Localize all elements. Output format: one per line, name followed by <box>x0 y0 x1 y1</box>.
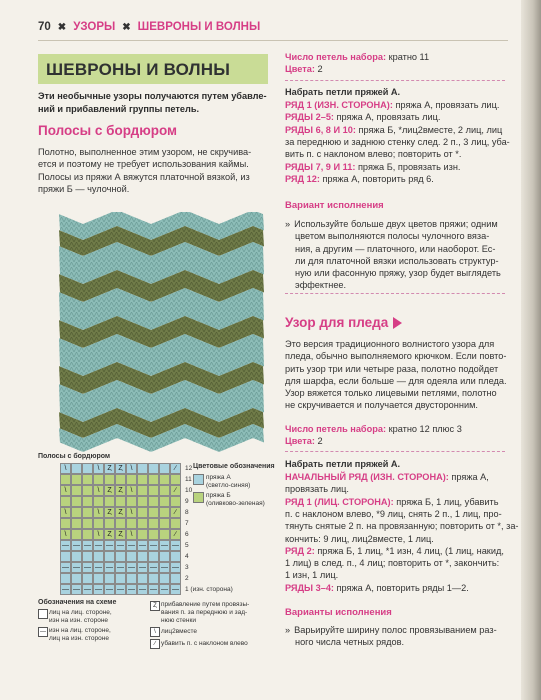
chart-cell: ∕ <box>170 507 181 518</box>
chart-cell <box>71 496 82 507</box>
chart-cell: — <box>150 586 157 593</box>
section1-text <box>38 146 270 195</box>
chart-cell <box>170 518 181 529</box>
chart-cell: — <box>172 564 179 571</box>
chart-cell: — <box>150 542 157 549</box>
chart-cell <box>104 573 115 584</box>
chart-cell: Ȥ <box>104 485 115 496</box>
main-title: ШЕВРОНЫ И ВОЛНЫ <box>46 60 231 79</box>
chart-cell <box>82 463 93 474</box>
chart-cell <box>82 573 93 584</box>
text-line: для шарфа, если больше — для одеяла или пледа. <box>285 375 507 386</box>
row-text: 1 изн, 1 лиц. <box>285 570 339 581</box>
chart-cell: \ <box>60 463 71 474</box>
chart-cell <box>159 463 170 474</box>
key-line: лиц на лиц. стороне, <box>49 609 112 616</box>
chart-cell <box>137 474 148 485</box>
key-item <box>161 628 197 636</box>
chart-cell: \ <box>93 507 104 518</box>
chart-cell <box>93 551 104 562</box>
row-text: за переднюю и заднюю стенку след. 2 п., 3 лиц, уба- <box>285 136 510 147</box>
legend-label: (светло-синяя) <box>206 482 251 489</box>
chart-row-number: 12 <box>185 465 193 472</box>
key-line: прибавление путем провязы- <box>161 601 250 608</box>
chart-cell <box>148 463 159 474</box>
pattern1-colors <box>285 63 323 75</box>
row-label: РЯДЫ 2–5: <box>285 112 334 123</box>
main-title-block <box>38 54 268 84</box>
intro-line: ний и прибавлений группы петель. <box>38 103 200 114</box>
cast-on-value: кратно 11 <box>386 52 430 62</box>
chart-cell: Ȥ <box>115 463 126 474</box>
legend-item-yarn-b <box>206 492 265 508</box>
chart-cell <box>148 518 159 529</box>
chart-cell: — <box>117 542 124 549</box>
chart-cell: — <box>95 542 102 549</box>
chart-cell: — <box>62 586 69 593</box>
pattern1-set-yarn: Набрать петли пряжей А. <box>285 87 401 97</box>
cast-on-value: кратно 12 плюс 3 <box>386 424 462 434</box>
pattern-row-line <box>285 582 469 594</box>
chart-cell <box>126 518 137 529</box>
chart-cell <box>82 551 93 562</box>
knitted-swatch-photo <box>59 212 264 452</box>
pattern-row-line <box>285 173 434 185</box>
page-number: 70 <box>38 21 51 33</box>
chart-cell <box>71 474 82 485</box>
variant-line: цветом выполняются полосы чулочного вяза- <box>295 231 490 242</box>
chart-cell: — <box>84 564 91 571</box>
chart-caption: Полосы с бордюром <box>38 453 111 460</box>
chart-cell <box>170 496 181 507</box>
intro-text <box>38 90 270 115</box>
key-item <box>161 640 248 648</box>
chart-cell <box>82 529 93 540</box>
chart-cell: ∕ <box>170 529 181 540</box>
chart-cell <box>159 507 170 518</box>
chart-cell: Ȥ <box>104 507 115 518</box>
chart-cell: \ <box>60 529 71 540</box>
chart-cell: \ <box>60 507 71 518</box>
intro-line: Эти необычные узоры получаются путем убавле- <box>38 91 267 101</box>
chart-cell: — <box>172 586 179 593</box>
chart-cell <box>170 551 181 562</box>
colors-value: 2 <box>314 436 323 446</box>
key-item <box>49 627 111 643</box>
chart-cell <box>137 463 148 474</box>
chart-cell: \ <box>126 529 137 540</box>
pattern-row-line <box>285 99 499 111</box>
chart-cell: — <box>128 586 135 593</box>
chart-cell <box>82 485 93 496</box>
chart-cell: — <box>161 542 168 549</box>
chart-cell: ∕ <box>170 463 181 474</box>
chart-cell <box>137 551 148 562</box>
chart-cell <box>93 496 104 507</box>
chart-cell <box>137 496 148 507</box>
chart-cell: Ȥ <box>115 485 126 496</box>
pattern1-cast-on <box>285 51 429 63</box>
text-line: пледа, обычно выполняемого крючком. Если повто- <box>285 351 507 362</box>
chart-cell <box>126 496 137 507</box>
pattern2-cast-on <box>285 423 462 435</box>
row-text: пряжа Б, *лиц2вместе, 2 лиц, лиц <box>355 124 503 135</box>
chart-cell: \ <box>126 485 137 496</box>
chart-cell: — <box>95 586 102 593</box>
chart-cell <box>137 573 148 584</box>
chart-cell <box>126 474 137 485</box>
chart-cell <box>71 463 82 474</box>
chart-row-number: 6 <box>185 531 189 538</box>
chart-row-number: 1 (изн. сторона) <box>185 586 233 593</box>
chart-cell <box>93 474 104 485</box>
chart-cell: — <box>139 586 146 593</box>
purl-symbol-icon: — <box>40 629 46 635</box>
text-line: пряжи Б — чулочной. <box>38 183 130 194</box>
pattern-row-line <box>285 569 338 581</box>
pattern-row-line <box>285 161 460 173</box>
chart-cell <box>71 573 82 584</box>
chart-cell <box>71 551 82 562</box>
increase-symbol-icon: Ȥ <box>150 601 160 611</box>
chart-cell: — <box>161 564 168 571</box>
variants-line: » Варьируйте ширину полос провязыванием раз- <box>285 625 497 635</box>
chart-cell: — <box>95 564 102 571</box>
text-line: Полотно, выполненное этим узором, не скручива- <box>38 147 252 157</box>
row-text: 1 лиц) в след. п., 4 лиц; повторить от *, закончить: <box>285 558 500 569</box>
legend-label: пряжа А <box>206 474 231 481</box>
pattern-row-line <box>285 545 504 557</box>
legend-title: Цветовые обозначения <box>193 463 275 470</box>
row-text: пряжа А, <box>448 472 489 482</box>
row-text: тянуть снятые 2 п. на провязанную; повторить от *, за- <box>285 521 519 532</box>
legend-swatch-yarn-a <box>193 474 204 485</box>
chart-cell: — <box>139 564 146 571</box>
pattern2-colors <box>285 435 323 447</box>
pattern-row-line <box>285 520 519 532</box>
chart-row-number: 2 <box>185 575 189 582</box>
row-label: РЯД 12: <box>285 173 320 184</box>
row-text: п. с наклоном влево, *9 лиц, снять 2 п., 1 лиц, про- <box>285 508 502 519</box>
chart-row-number: 8 <box>185 509 189 516</box>
chart-cell: Ȥ <box>115 507 126 518</box>
key-line: изн на лиц. стороне, <box>49 627 111 634</box>
chart-cell: — <box>84 542 91 549</box>
row-text: пряжа А, провязать лиц. <box>333 112 441 123</box>
text-line: рить узор три или четыре раза, полотно подойдет <box>285 363 499 374</box>
text-line: Узор вяжется только лицевыми петлями, полотно <box>285 388 497 399</box>
chart-cell <box>60 518 71 529</box>
chart-cell: — <box>117 564 124 571</box>
header-rule <box>38 40 508 41</box>
chart-cell: — <box>73 586 80 593</box>
knit-symbol-icon <box>38 609 48 619</box>
chart-cell <box>60 496 71 507</box>
chart-cell <box>82 507 93 518</box>
chart-cell: — <box>139 542 146 549</box>
row-label: РЯД 2: <box>285 545 315 556</box>
chart-cell: — <box>128 564 135 571</box>
row-label: РЯДЫ 3–4: <box>285 582 334 593</box>
pattern-row-line <box>285 148 461 160</box>
pattern-row-line <box>285 533 434 545</box>
colors-value: 2 <box>314 64 323 74</box>
chart-cell: Ȥ <box>104 529 115 540</box>
section1-title: Полосы с бордюром <box>38 123 178 138</box>
text-line: Полосы из пряжи А вяжутся платочной вязкой, из <box>38 171 250 182</box>
chart-cell <box>126 573 137 584</box>
chart-cell <box>60 474 71 485</box>
chart-row-number: 3 <box>185 564 189 571</box>
chart-cell: — <box>62 564 69 571</box>
chart-cell: Ȥ <box>115 529 126 540</box>
chart-cell <box>104 496 115 507</box>
chart-cell: \ <box>93 529 104 540</box>
chart-cell <box>137 529 148 540</box>
cast-on-label: Число петель набора: <box>285 52 387 62</box>
chart-cell: — <box>117 586 124 593</box>
legend-label: (оливково-зеленая) <box>206 500 265 507</box>
chart-cell <box>60 551 71 562</box>
pattern-row-line <box>285 557 499 569</box>
row-text: пряжа Б, 1 лиц, *1 изн, 4 лиц, (1 лиц, накид, <box>314 545 504 556</box>
chart-cell <box>126 551 137 562</box>
row-text: кончить: 9 лиц, лиц2вместе, 1 лиц. <box>285 533 434 544</box>
key-title: Обозначения на схеме <box>38 599 117 606</box>
book-spine-shadow <box>521 0 541 700</box>
swatch-image <box>59 212 264 452</box>
chart-cell <box>104 474 115 485</box>
chart-cell <box>115 573 126 584</box>
chart-cell <box>115 551 126 562</box>
pattern-row-line <box>285 496 499 508</box>
variant-title: Вариант исполнения <box>285 200 384 211</box>
chart-cell: \ <box>126 463 137 474</box>
chart-cell <box>115 496 126 507</box>
play-arrow-icon <box>393 317 402 329</box>
header-section: УЗОРЫ <box>73 21 116 33</box>
chart-cell <box>71 507 82 518</box>
variant-line: ную или фасонную пряжу, узор будет выглядеть <box>295 268 501 279</box>
text-line: ется и поэтому не требует использования каймы. <box>38 159 249 170</box>
chart-cell: — <box>84 586 91 593</box>
key-line: изн на изн. стороне <box>49 617 109 624</box>
pattern-row-line <box>285 483 349 495</box>
chart-cell <box>82 518 93 529</box>
chart-cell <box>159 529 170 540</box>
chart-cell <box>82 496 93 507</box>
chart-cell: \ <box>60 485 71 496</box>
chart-cell <box>148 551 159 562</box>
chart-cell: — <box>150 564 157 571</box>
chart-cell <box>93 518 104 529</box>
section2-title-text: Узор для пледа <box>285 315 389 330</box>
pattern2-set-yarn: Набрать петли пряжей А. <box>285 459 401 469</box>
section2-title <box>285 315 402 330</box>
chart-row-number: 10 <box>185 487 193 494</box>
key-line: убавить п. с наклоном влево <box>161 640 248 647</box>
key-line: вания п. за переднюю и зад- <box>161 609 248 616</box>
row-label: РЯДЫ 7, 9 И 11: <box>285 161 356 172</box>
pattern-row-line <box>285 136 510 148</box>
chart-cell <box>137 507 148 518</box>
pattern-row-line <box>285 471 489 483</box>
colors-label: Цвета: <box>285 436 315 446</box>
chart-cell <box>170 573 181 584</box>
chart-cell <box>104 551 115 562</box>
chart-cell <box>137 518 148 529</box>
variants-text <box>285 624 507 649</box>
row-label: РЯД 1 (ИЗН. СТОРОНА): <box>285 100 393 110</box>
chart-row-number: 11 <box>185 476 192 483</box>
chart-cell: — <box>128 542 135 549</box>
pattern-row-line <box>285 111 440 123</box>
chart-cell <box>148 485 159 496</box>
chart-cell: ∕ <box>170 485 181 496</box>
chart-cell: Ȥ <box>104 463 115 474</box>
chart-cell <box>159 551 170 562</box>
chart-cell <box>82 474 93 485</box>
legend-swatch-yarn-b <box>193 492 204 503</box>
chart-row-number: 9 <box>185 498 189 505</box>
chart-cell <box>71 529 82 540</box>
chart-cell <box>148 496 159 507</box>
chart-row-number: 4 <box>185 553 189 560</box>
chart-cell <box>148 529 159 540</box>
pattern-row-line <box>285 124 502 136</box>
section2-text <box>285 338 507 412</box>
variant-line: » Используйте больше двух цветов пряжи; одним <box>285 219 498 229</box>
page-header <box>38 21 260 33</box>
variant-line: ли для платочной вязки использовать структур- <box>295 255 499 266</box>
variant-line: ния, а другим — платочного, или наоборот. Ес- <box>295 243 496 254</box>
chart-cell: — <box>106 564 113 571</box>
variant-text <box>285 218 507 292</box>
chart-cell <box>170 474 181 485</box>
header-separator-icon: ✖ <box>57 21 67 33</box>
chart-cell <box>159 474 170 485</box>
cast-on-label: Число петель набора: <box>285 424 387 434</box>
chart-cell <box>159 573 170 584</box>
chart-cell <box>148 507 159 518</box>
row-label: НАЧАЛЬНЫЙ РЯД (ИЗН. СТОРОНА): <box>285 472 449 482</box>
row-label: РЯДЫ 6, 8 И 10: <box>285 124 356 135</box>
header-title: ШЕВРОНЫ И ВОЛНЫ <box>137 21 261 33</box>
row-text: пряжа Б, провязать изн. <box>355 161 461 172</box>
text-line: Это версия традиционного волнистого узора для <box>285 339 495 349</box>
row-text: пряжа А, повторить ряд 6. <box>319 173 434 184</box>
chart-cell <box>148 573 159 584</box>
key-item <box>161 601 249 625</box>
chart-cell: — <box>172 542 179 549</box>
decrease-left-symbol-icon: ∕ <box>150 639 160 649</box>
chart-cell: — <box>106 586 113 593</box>
variants-title: Варианты исполнения <box>285 607 392 618</box>
row-label: РЯД 1 (ЛИЦ. СТОРОНА): <box>285 496 394 507</box>
row-text: провязать лиц. <box>285 484 349 495</box>
header-separator-icon: ✖ <box>122 21 131 33</box>
key-line: лиц2вместе <box>161 628 197 635</box>
chart-cell: — <box>106 542 113 549</box>
chart-cell <box>71 485 82 496</box>
chart-cell <box>137 485 148 496</box>
chart-cell: — <box>73 542 80 549</box>
chart-cell <box>159 496 170 507</box>
row-text: пряжа Б, 1 лиц, убавить <box>393 496 499 507</box>
chart-cell <box>71 518 82 529</box>
chart-cell <box>104 518 115 529</box>
row-text: вить п. с наклоном влево; повторить от *. <box>285 149 462 160</box>
pattern-row-line <box>285 508 502 520</box>
chart-cell <box>115 518 126 529</box>
chart-row-number: 5 <box>185 542 189 549</box>
chart-cell: — <box>62 542 69 549</box>
key-line: лиц на изн. стороне <box>49 635 109 642</box>
row-text: пряжа А, повторить ряды 1—2. <box>333 582 469 593</box>
chart-cell <box>93 573 104 584</box>
chart-cell <box>159 485 170 496</box>
variant-line: эффектнее. <box>295 280 347 291</box>
chart-cell: \ <box>93 463 104 474</box>
legend-item-yarn-a <box>206 474 250 490</box>
chart-cell <box>148 474 159 485</box>
colors-label: Цвета: <box>285 64 315 74</box>
chart-cell <box>60 573 71 584</box>
chart-cell <box>159 518 170 529</box>
chart-cell: — <box>161 586 168 593</box>
row-text: пряжа А, провязать лиц. <box>392 100 500 110</box>
text-line: не скручивается и получается двусторонним. <box>285 400 478 411</box>
chart-cell: \ <box>126 507 137 518</box>
legend-label: пряжа Б <box>206 492 231 499</box>
chart-cell: \ <box>93 485 104 496</box>
chart-row-number: 7 <box>185 520 189 527</box>
chart-cell <box>115 474 126 485</box>
key-item <box>49 609 112 625</box>
key-line: нюю стенки <box>161 617 196 624</box>
variants-line: ного числа четных рядов. <box>295 637 405 648</box>
chart-cell: — <box>73 564 80 571</box>
k2tog-symbol-icon: \ <box>150 627 160 637</box>
